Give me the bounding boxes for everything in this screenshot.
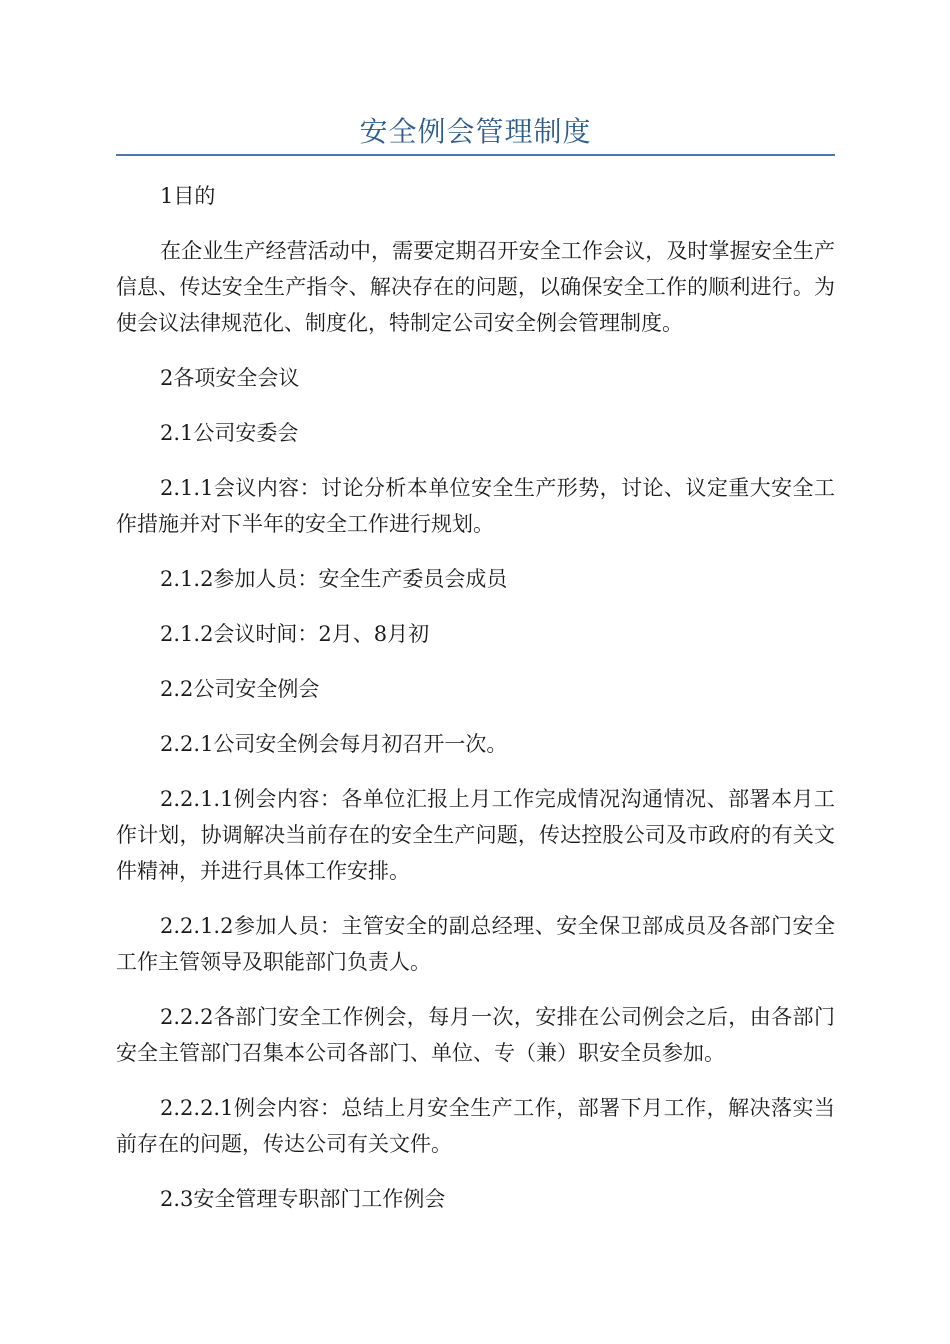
subsection-heading: 2.1公司安委会 [160,421,299,445]
document-body [116,178,835,1217]
section-heading: 2各项安全会议 [160,366,300,390]
paragraph: 2.2.1.2参加人员：主管安全的副总经理、安全保卫部成员及各部门安全工作主管领导及职能部门负责人。 [116,914,835,974]
paragraph: 2.1.2参加人员：安全生产委员会成员 [160,567,508,591]
subsection-heading: 2.3安全管理专职部门工作例会 [160,1187,446,1211]
paragraph: 2.1.2会议时间：2月、8月初 [160,622,430,646]
paragraph: 2.2.2各部门安全工作例会，每月一次，安排在公司例会之后，由各部门安全主管部门召集本公司各部门、单位、专（兼）职安全员参加。 [116,1005,835,1065]
title-underline [116,154,835,156]
paragraph: 2.2.2.1例会内容：总结上月安全生产工作，部署下月工作，解决落实当前存在的问题，传达公司有关文件。 [116,1096,835,1156]
paragraph: 2.2.1.1例会内容：各单位汇报上月工作完成情况沟通情况、部署本月工作计划，协调解决当前存在的安全生产问题，传达控股公司及市政府的有关文件精神，并进行具体工作安排。 [116,787,835,883]
paragraph: 2.1.1会议内容：讨论分析本单位安全生产形势，讨论、议定重大安全工作措施并对下半年的安全工作进行规划。 [116,476,835,536]
paragraph: 2.2.1公司安全例会每月初召开一次。 [160,732,508,756]
subsection-heading: 2.2公司安全例会 [160,677,320,701]
document-title: 安全例会管理制度 [359,115,592,148]
paragraph: 在企业生产经营活动中，需要定期召开安全工作会议，及时掌握安全生产信息、传达安全生产指令、解决存在的问题，以确保安全工作的顺利进行。为使会议法律规范化、制度化，特制定公司安全例会管理制度。 [116,239,835,335]
section-heading: 1目的 [160,184,216,208]
